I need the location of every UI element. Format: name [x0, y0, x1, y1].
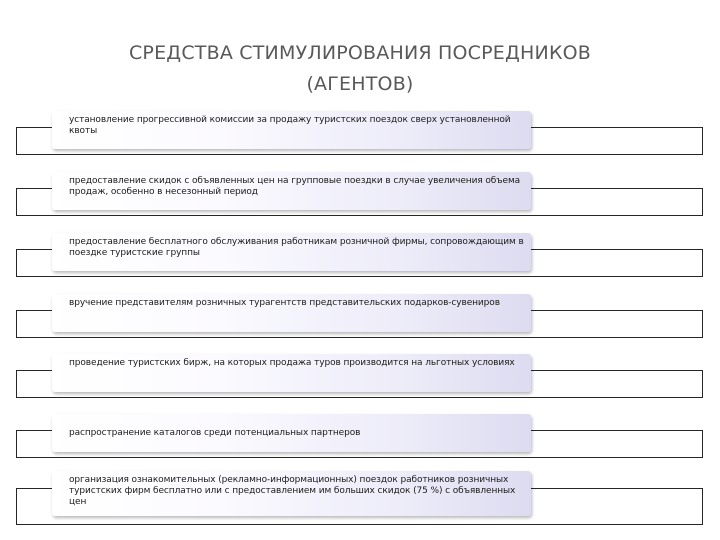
list-item-text: предоставление скидок с объявленных цен на групповые поездки в случае увеличения объема продаж, особенно в несезонный период [69, 176, 521, 197]
list-item-card [52, 111, 531, 149]
page-title-line-1: СРЕДСТВА СТИМУЛИРОВАНИЯ ПОСРЕДНИКОВ [128, 42, 592, 64]
list-item-text: распространение каталогов среди потенциальных партнеров [69, 427, 361, 438]
list-item-text: организация ознакомительных (рекламно-информационных) поездок работников розничных туристских фирм бесплатно или с предоставлением им больших скидок (75 %) с объявленных цен [69, 475, 516, 507]
list-item [0, 294, 720, 346]
list-item-card [52, 233, 531, 271]
list-item [0, 172, 720, 224]
list-item-text: предоставление бесплатного обслуживания работникам розничной фирмы, сопровождающим в поездке туристские группы [69, 237, 524, 258]
list-item-text: установление прогрессивной комиссии за продажу туристских поездок сверх установленной квоты [69, 115, 511, 136]
list-item-card [52, 172, 531, 210]
list-item [0, 233, 720, 285]
list-item-card [52, 354, 531, 392]
list-item-text: проведение туристских бирж, на которых продажа туров производится на льготных условиях [69, 358, 515, 368]
list-item-card [52, 414, 531, 452]
list-item [0, 471, 720, 523]
list-item-card [52, 294, 531, 332]
page-title-line-2: (АГЕНТОВ) [306, 73, 414, 95]
list-item [0, 111, 720, 163]
list-item-card [52, 471, 531, 516]
list-item [0, 354, 720, 406]
list-item-text: вручение представителям розничных турагентств представительских подарков-сувениров [69, 298, 500, 308]
list-item [0, 414, 720, 466]
